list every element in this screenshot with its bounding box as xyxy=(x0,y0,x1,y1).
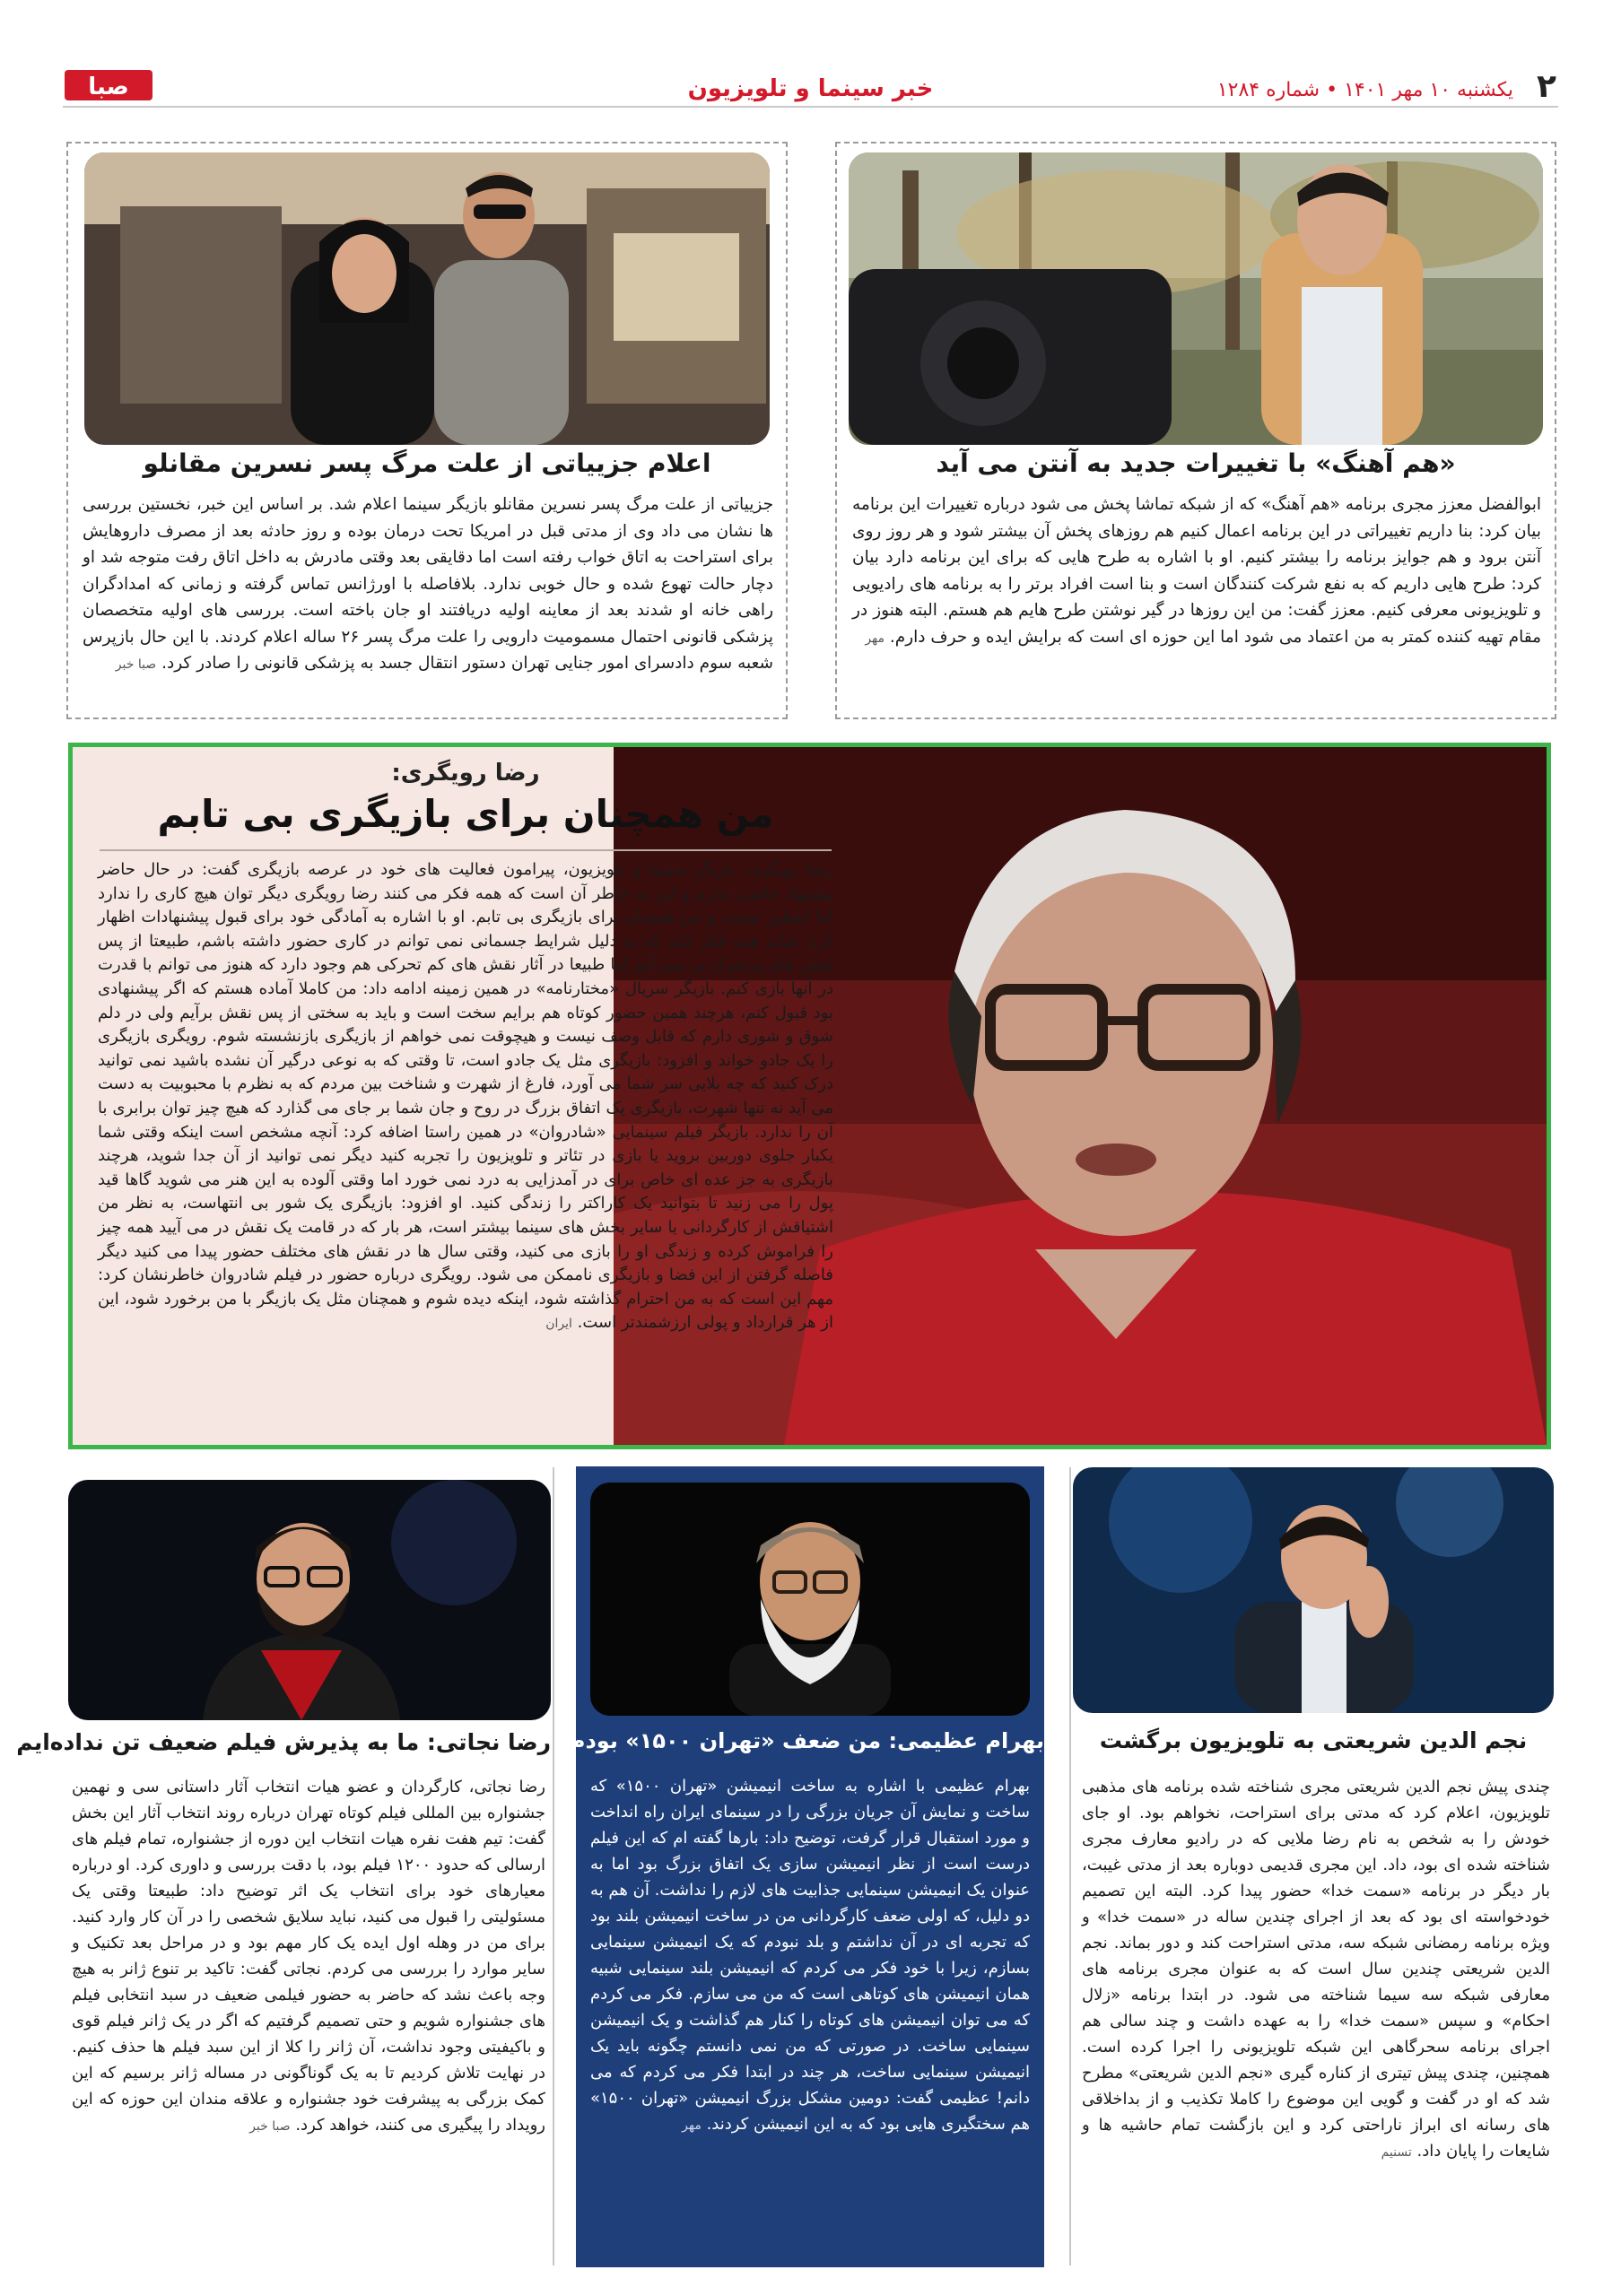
feature-source: ایران xyxy=(545,1317,572,1332)
newspaper-logo xyxy=(65,65,153,106)
source-hamahang: مهر xyxy=(865,631,885,646)
logo-text: صبا xyxy=(88,74,129,100)
headline-azimi: بهرام عظیمی: من ضعف «تهران ۱۵۰۰» بودم! xyxy=(559,1728,1044,1753)
source-shariati: تسنیم xyxy=(1381,2145,1412,2160)
feature-title-rule xyxy=(100,849,832,851)
blue-column-azimi xyxy=(559,1466,1044,2267)
photo-reza-nejati xyxy=(68,1480,551,1720)
feature-kicker: رضا رویگری: xyxy=(391,760,540,787)
section-title: خبر سینما و تلویزیون xyxy=(687,75,934,102)
column-divider-left xyxy=(553,1467,554,2266)
photo-bahram-azimi xyxy=(590,1483,1030,1716)
photo-najmeddin-shariati xyxy=(1073,1467,1554,1713)
feature-box-rooygari xyxy=(68,743,1551,1449)
source-maghanloo: صبا خبر xyxy=(115,657,157,672)
source-azimi: مهر xyxy=(682,2118,702,2133)
headline-shariati: نجم الدین شریعتی به تلویزیون برگشت xyxy=(1099,1727,1528,1753)
page-number: ۲ xyxy=(1537,68,1556,105)
body-shariati: چندی پیش نجم الدین شریعتی مجری شناخته شده برنامه های مذهبی تلویزیون، اعلام کرد که مدتی برای استراحت، نخواهم بود. او جای خودش را به شخص به نام رضا ملایی که در رادیو معارف مجری شناخته شده ای بود، داد. این مجری قدیمی دوباره بعد از مدتی غیبت، بار دیگر در برنامه «سمت خدا» حضور پیدا کرد. البته این تصمیم خودخواسته ای بود که بعد از اجرای چندین ساله در «سمت خدا» و ویژه برنامه رمضانی شبکه سه، مدتی استراحت کند و دور بماند. نجم الدین شریعتی چندین سال است که به عنوان مجری برنامه های معارفی شبکه سه سیما شناخته می شود. در ابتدا برنامه «زلال احکام» و سپس «سمت خدا» را به عهده داشت و چند سالی هم اجرای برنامه سحرگاهی این شبکه تلویزیونی را اجرا کرده است. همچنین، چندی پیش تیتری از کناره گیری «نجم الدین شریعتی» مطرح شد که او در گفت و گویی این موضوع را کاملا تکذیب و از بداخلاقی های رسانه ای ابراز ناراحتی کرد و این بازگشت تمام حاشیه ها و شایعات را پایان داد. تسنیم xyxy=(1082,1778,1550,2161)
body-nejati: رضا نجاتی، کارگردان و عضو هیات انتخاب آثار داستانی سی و نهمین جشنواره بین المللی فیلم کوتاه تهران درباره روند انتخاب آثار این بخش گفت: تیم هفت نفره هیات انتخاب این دوره از جشنواره، تمام فیلم های ارسالی که حدود ۱۲۰۰ فیلم بود، با دقت بررسی و داوری کرد. او درباره معیارهای خود برای انتخاب یک اثر توضیح داد: طبیعتا وقتی یک مسئولیتی را قبول می کنید، نباید سلایق شخصی را در آن کار وارد کنید. برای من در وهله اول ایده یک کار مهم بود و در مراحل بعد تکنیک و سایر موارد را بررسی می کردم. نجاتی گفت: تاکید بر تنوع ژانر به هیچ وجه باعث نشد که حاضر به حضور فیلمی ضعیف در سبد انتخابی فیلم های جشنواره شویم و حتی تصمیم گرفتیم که اگر در یک ژانر فیلم قوی و باکیفیتی وجود نداشت، آن ژانر را کلا از این سبد فیلم ها حذف کنیم. در نهایت تلاش کردیم تا به یک گوناگونی در مساله ژانر برسیم که این کمک بزرگی به پیشرفت خود جشنواره و علاقه مندان این حوزه که این رویداد را پیگیری می کنند، خواهد کرد. صبا خبر xyxy=(72,1778,545,2135)
header-rule xyxy=(63,106,1558,108)
feature-body: رضا رویگری، بازیگر سینما و تلویزیون، پیرامون فعالیت های خود در عرصه بازیگری گفت: در حال حاضر پیشنهاد خاصی ندارم و این به خاطر آن است که همه فکر می کنند رضا رویگری دیگر توان هیچ کاری را ندارد اما اینطور نیست و من همچنان برای بازیگری بی تابم. او با اشاره به آمادگی خود برای قبول پیشنهادات اظهار کرد: شاید همه فکر کنند که به دلیل شرایط جسمانی نمی توانم در کاری حضور داشته باشم، طبیعتا از پس نقش های پرتحرک بر نمی آیم اما طبیعا در آثار نقش های کم تحرکی هم وجود دارد که هنوز می توانم با قدرت در آنها بازی کنم. بازیگر سریال «مختارنامه» در همین زمینه ادامه داد: من کاملا آماده هستم که اگر پیشنهادی بود قبول کنم، هرچند همین حضور کوتاه هم برایم سخت است و باید به سختی از پس نقش برآیم ولی در دلم شوق و شوری دارم که قابل وصف نیست و هیچوقت نمی خواهم از بازیگری بازنشسته شوم. رویگری بازیگری را یک جادو خواند و افزود: بازیگری مثل یک جادو است، تا وقتی که به نوعی درگیر آن نشده باشید نمی توانید درک کنید که چه بلایی سر شما می آورد، فارغ از شهرت و شناخت بین مردم که به نظرم با محبوبیت به دست می آید نه تنها شهرت، بازیگری یک اتفاق بزرگ در روح و جان شما بر جای می گذارد که هیچ چیز توان برابری با آن را ندارد. بازیگر فیلم سینمایی «شادروان» در همین راستا اضافه کرد: آنچه مشخص است اینکه وقتی شما یکبار جلوی دوربین بروید یا بازی در تئاتر و تلویزیون را تجربه کنید دیگر نمی توانید از آن جدا شوید، هرچند بازیگری به جز عده ای خاص برای در آمدزایی به درد نمی خورد اما وقتی آلوده به این هنر می شوید گاها قید پول را می زنید تا بتوانید یک کاراکتر را زندگی کنید. او افزود: بازیگری یک شور بی انتهاست، به نظر من اشتیاقش از کارگردانی یا سایر بخش های سینما بیشتر است، هر بار که در قامت یک نقش در می آیید همه چیز را فراموش کرده و زندگی او را بازی می کنید، وقتی سال ها در نقش های مختلف حضور پیدا می کنید دیگر فاصله گرفتن از این فضا و بازیگری ناممکن می شود. رویگری درباره حضور در فیلم شادروان خاطرنشان کرد: مهم این است که به من احترام گذاشته شود، اینکه دیده شوم و همچنان مثل یک بازیگر با من برخورد شود، این از هر قرارداد و پولی ارزشمندتر است. ایران xyxy=(98,860,833,1333)
body-hamahang: ابوالفضل معزز مجری برنامه «هم آهنگ» که از شبکه تماشا پخش می شود درباره تغییرات این برنامه بیان کرد: بنا داریم تغییراتی در این برنامه اعمال کنیم هم روزهای پخش آن بیشتر شود و هر روز روی آنتن برود و هم جوایز برنامه را بیشتر کنیم. او با اشاره به طرح هایی که برای این برنامه دارد بیان کرد: طرح هایی داریم که به نفع شرکت کنندگان است و بنا است افراد برتر را به برنامه های رادیویی و تلویزیونی معرفی کنیم. معزز گفت: من این روزها در گیر نوشتن طرح هایم هم هستم. البته هنوز در مقام تهیه کننده کمتر به من اعتماد می شود اما این حوزه ای است که برایش ایده و حرف دارم. مهر xyxy=(852,495,1541,647)
headline-hamahang: «هم آهنگ» با تغییرات جدید به آنتن می آید xyxy=(936,448,1456,478)
source-nejati: صبا خبر xyxy=(249,2119,291,2134)
body-azimi: بهرام عظیمی با اشاره به ساخت انیمیشن «تهران ۱۵۰۰» که ساخت و نمایش آن جریان بزرگی را در سینمای ایران راه انداخت و مورد استقبال قرار گرفت، توضیح داد: بارها گفته ام که این فیلم درست است از نظر انیمیشن سازی یک اتفاق بزرگ بود اما به عنوان یک انیمیشن سینمایی جذابیت های لازم را نداشت. آن هم به دو دلیل، که اولی ضعف کارگردانی من در ساخت انیمیشن بلند بود که تجربه ای در آن نداشتم و بلد نبودم که یک انیمیشن سینمایی بسازم، زیرا با خود فکر می کردم که انیمیشن بلند سینمایی شبیه همان انیمیشن های کوتاهی است که من می سازم. فکر می کردم که می توان انیمیشن های کوتاه را کنار هم گذاشت و یک انیمیشن سینمایی ساخت. در صورتی که من نمی دانستم چگونه باید یک انیمیشن سینمایی ساخت، هر چند در ابتدا فکر می کردم که می دانم! عظیمی گفت: دومین مشکل بزرگ انیمیشن «تهران ۱۵۰۰» هم سختگیری هایی بود که به این انیمیشن کردند. مهر xyxy=(590,1777,1030,2134)
column-divider-right xyxy=(1069,1467,1071,2266)
headline-nejati: رضا نجاتی: ما به پذیرش فیلم ضعیف تن نداده‌ایم xyxy=(16,1729,551,1755)
photo-mother-and-son xyxy=(84,152,770,445)
feature-title: من همچنان برای بازیگری بی تابم xyxy=(157,792,774,836)
photo-presenter-camera xyxy=(849,152,1543,445)
body-maghanloo: جزییاتی از علت مرگ پسر نسرین مقانلو بازیگر سینما اعلام شد. بر اساس این خبر، نخستین بررسی ها نشان می داد وی از مدتی قبل در امریکا تحت درمان بوده و روز حادثه بعد از مصرف داروهایش برای استراحت به اتاق خواب رفته است اما دقایقی بعد وقتی مادرش به داخل اتاق رفت متوجه شد او دچار حالت تهوع شده و حال خوبی ندارد. بلافاصله با اورژانس تماس گرفته و زمانی که امدادگران راهی خانه او شدند بعد از معاینه اولیه دریافتند او جان باخته است. بررسی های اولیه متخصصان پزشکی قانونی احتمال مسمومیت دارویی را علت مرگ پسر ۲۶ ساله اعلام کردند. با این حال بازپرس شعبه سوم دادسرای امور جنایی تهران دستور انتقال جسد به پزشکی قانونی را صادر کرد. صبا خبر xyxy=(83,495,773,673)
headline-maghanloo: اعلام جزییاتی از علت مرگ پسر نسرین مقانلو xyxy=(143,448,711,478)
date-line: یکشنبه ۱۰ مهر ۱۴۰۱ • شماره ۱۲۸۴ xyxy=(1216,79,1513,101)
